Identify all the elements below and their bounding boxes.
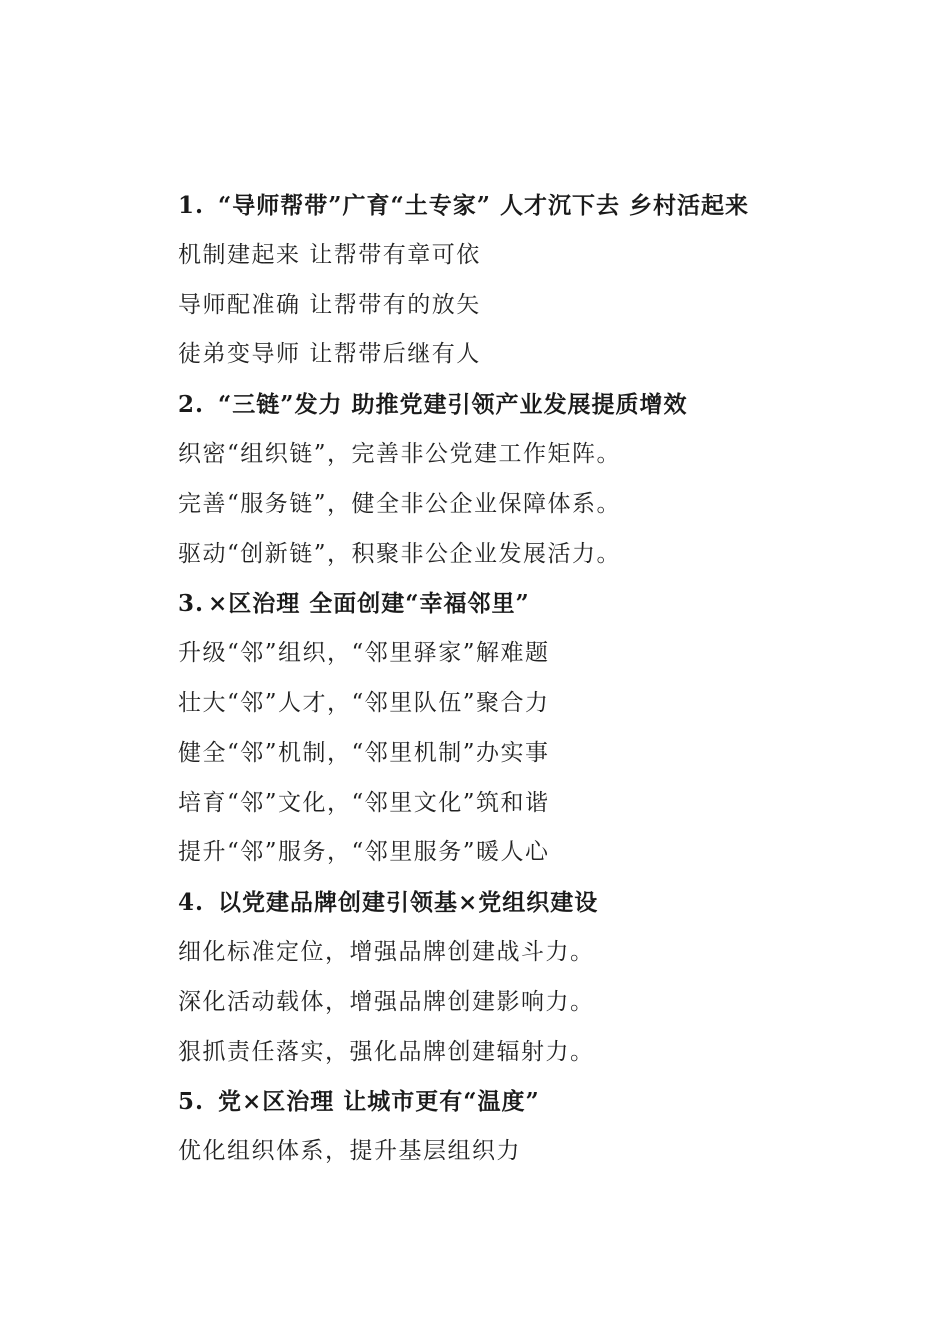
section-heading-3 (178, 579, 918, 629)
section-1-line-1: 机制建起来 让帮带有章可依 (178, 241, 481, 268)
section-number: 2. (178, 391, 205, 419)
section-1-line-3: 徒弟变导师 让帮带后继有人 (178, 341, 481, 368)
section-2-line-1: 织密“组织链”，完善非公党建工作矩阵。 (178, 440, 622, 467)
document-body (178, 181, 918, 1177)
section-3-line-2: 壮大“邻”人才，“邻里队伍”聚合力 (178, 689, 550, 716)
section-title: “三链”发力 助推党建引领产业发展提质增效 (218, 391, 688, 419)
section-2-line-3: 驱动“创新链”，积聚非公企业发展活力。 (178, 540, 622, 567)
section-number: 1. (178, 192, 205, 219)
section-3-line-1: 升级“邻”组织，“邻里驿家”解难题 (178, 640, 550, 667)
section-number: 3. (178, 590, 205, 618)
section-heading-5 (178, 1077, 918, 1127)
section-title: 党×区治理 让城市更有“温度” (218, 1088, 540, 1116)
section-4-line-3: 狠抓责任落实，强化品牌创建辐射力。 (178, 1038, 595, 1065)
section-title: 以党建品牌创建引领基×党组织建设 (218, 889, 599, 917)
section-title: ×区治理 全面创建“幸福邻里” (208, 590, 530, 618)
section-title: “导师帮带”广育“土专家” 人才沉下去 乡村活起来 (218, 192, 749, 219)
section-heading-1 (178, 181, 918, 231)
section-4-line-2: 深化活动载体，增强品牌创建影响力。 (178, 988, 595, 1015)
section-number: 5. (178, 1088, 205, 1116)
section-number: 4. (178, 889, 205, 917)
section-1-line-2: 导师配准确 让帮带有的放矢 (178, 291, 481, 318)
section-2-line-2: 完善“服务链”，健全非公企业保障体系。 (178, 490, 622, 517)
section-heading-2 (178, 380, 918, 430)
section-heading-4 (178, 878, 918, 928)
section-4-line-1: 细化标准定位，增强品牌创建战斗力。 (178, 938, 595, 965)
section-3-line-3: 健全“邻”机制，“邻里机制”办实事 (178, 739, 550, 766)
section-5-line-1: 优化组织体系，提升基层组织力 (178, 1138, 521, 1165)
section-3-line-5: 提升“邻”服务，“邻里服务”暖人心 (178, 839, 550, 866)
section-3-line-4: 培育“邻”文化，“邻里文化”筑和谐 (178, 789, 550, 816)
